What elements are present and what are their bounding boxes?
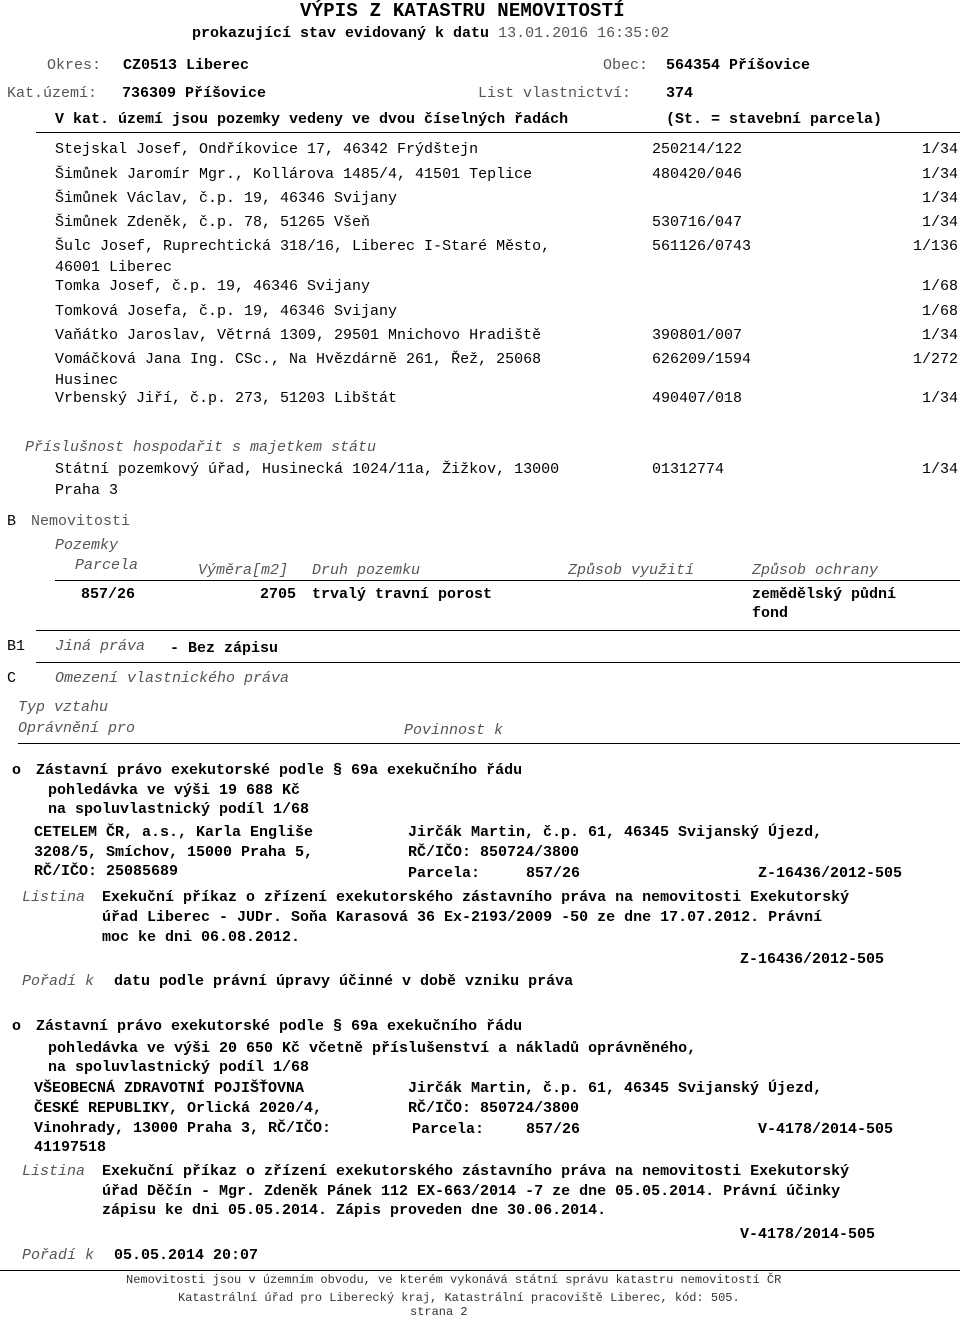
owner-share: 1/136 — [912, 238, 958, 255]
state-heading: Příslušnost hospodařit s majetkem státu — [25, 439, 377, 456]
section-b-letter: B — [7, 513, 17, 530]
owner-id: 390801/007 — [652, 327, 743, 344]
listina-label: Listina — [22, 889, 86, 906]
creditor-line: 3208/5, Smíchov, 15000 Praha 5, — [34, 844, 314, 861]
creditor-line: ČESKÉ REPUBLIKY, Orlická 2020/4, — [34, 1100, 323, 1117]
entry-ref: V-4178/2014-505 — [758, 1121, 894, 1138]
owner-share: 1/34 — [921, 141, 958, 158]
debtor-line: Jirčák Martin, č.p. 61, 46345 Svijanský Újezd, — [408, 1080, 823, 1097]
creditor-line: Vinohrady, 13000 Praha 3, RČ/IČO: — [34, 1120, 332, 1137]
creditor-line: CETELEM ČR, a.s., Karla Engliše — [34, 824, 314, 841]
owner-name-cont: 46001 Liberec — [55, 259, 173, 276]
row-parcela: 857/26 — [81, 586, 136, 603]
owner-share: 1/34 — [921, 327, 958, 344]
katuzemi-value: 736309 Příšovice — [122, 85, 267, 102]
owner-id: 480420/046 — [652, 166, 743, 183]
parcel-series-st-note: (St. = stavební parcela) — [666, 111, 883, 128]
owner-name: Šimůnek Zdeněk, č.p. 78, 51265 Všeň — [55, 214, 371, 231]
owner-share: 1/34 — [921, 390, 958, 407]
owner-share: 1/34 — [921, 214, 958, 231]
document-title: VÝPIS Z KATASTRU NEMOVITOSTÍ — [300, 0, 625, 22]
footer-divider — [0, 1270, 960, 1271]
owner-id: 561126/0743 — [652, 238, 752, 255]
debtor-line: Jirčák Martin, č.p. 61, 46345 Svijanský Újezd, — [408, 824, 823, 841]
poradi-value: 05.05.2014 20:07 — [114, 1247, 259, 1264]
entry-title: Zástavní právo exekutorské podle § 69a exekučního řádu — [36, 762, 523, 779]
page-number: strana 2 — [410, 1305, 468, 1319]
section-c-divider — [18, 743, 960, 744]
footer-line-1: Nemovitosti jsou v územním obvodu, ve kterém vykonává státní správu katastru nemovitostí ČR — [126, 1273, 782, 1287]
listina-ref: Z-16436/2012-505 — [740, 951, 885, 968]
listina-text: Exekuční příkaz o zřízení exekutorského zástavního práva na nemovitosti Exekutorský — [102, 1163, 850, 1180]
col-opravneni: Oprávnění pro — [18, 720, 136, 737]
parcela-label: Parcela: — [408, 865, 481, 882]
pozemky-divider — [55, 580, 960, 581]
entry-sub: na spoluvlastnický podíl 1/68 — [48, 1059, 310, 1076]
obec-value: 564354 Příšovice — [666, 57, 811, 74]
row-druh: trvalý travní porost — [312, 586, 493, 603]
entry-sub: pohledávka ve výši 20 650 Kč včetně příslušenství a nákladů oprávněného, — [48, 1040, 697, 1057]
list-label: List vlastnictví: — [478, 85, 632, 102]
bullet: o — [12, 762, 22, 779]
obec-label: Obec: — [603, 57, 649, 74]
col-vyuziti: Způsob využití — [568, 562, 695, 579]
col-povinnost: Povinnost k — [404, 722, 504, 739]
listina-text: zápisu ke dni 05.05.2014. Zápis proveden dne 30.06.2014. — [102, 1202, 607, 1219]
section-b-divider — [36, 630, 960, 631]
row-ochrana: zemědělský půdní — [752, 586, 897, 603]
section-b-title: Nemovitosti — [31, 513, 131, 530]
owner-name: Vaňátko Jaroslav, Větrná 1309, 29501 Mnichovo Hradiště — [55, 327, 542, 344]
owner-name: Stejskal Josef, Ondříkovice 17, 46342 Frýdštejn — [55, 141, 479, 158]
owner-name: Šimůnek Jaromír Mgr., Kollárova 1485/4, 41501 Teplice — [55, 166, 533, 183]
owner-name: Tomková Josefa, č.p. 19, 46346 Svijany — [55, 303, 398, 320]
section-b1-value: - Bez zápisu — [170, 640, 279, 657]
okres-value: CZ0513 Liberec — [123, 57, 250, 74]
poradi-value: datu podle právní úpravy účinné v době vzniku práva — [114, 973, 574, 990]
owner-share: 1/68 — [921, 303, 958, 320]
listina-label: Listina — [22, 1163, 86, 1180]
creditor-line: 41197518 — [34, 1139, 107, 1156]
debtor-line: RČ/IČO: 850724/3800 — [408, 1100, 580, 1117]
owner-id: 530716/047 — [652, 214, 743, 231]
owner-share: 1/272 — [912, 351, 958, 368]
owner-id: 250214/122 — [652, 141, 743, 158]
document-subtitle: prokazující stav evidovaný k datu 13.01.2016 16:35:02 — [192, 25, 670, 42]
state-share: 1/34 — [921, 461, 958, 478]
state-name: Státní pozemkový úřad, Husinecká 1024/11a, Žižkov, 13000 — [55, 461, 560, 478]
owner-name-cont: Husinec — [55, 372, 119, 389]
owner-name: Vrbenský Jiří, č.p. 273, 51203 Libštát — [55, 390, 398, 407]
owner-share: 1/34 — [921, 166, 958, 183]
bullet: o — [12, 1018, 22, 1035]
row-ochrana-cont: fond — [752, 605, 789, 622]
debtor-line: RČ/IČO: 850724/3800 — [408, 844, 580, 861]
owner-name: Šimůnek Václav, č.p. 19, 46346 Svijany — [55, 190, 398, 207]
col-ochrana: Způsob ochrany — [752, 562, 879, 579]
parcel-series-note: V kat. území jsou pozemky vedeny ve dvou číselných řadách — [55, 111, 569, 128]
section-c-letter: C — [7, 670, 17, 687]
owner-name: Šulc Josef, Ruprechtická 318/16, Liberec I-Staré Město, — [55, 238, 551, 255]
footer-line-2: Katastrální úřad pro Liberecký kraj, Katastrální pracoviště Liberec, kód: 505. — [178, 1291, 740, 1305]
creditor-line: VŠEOBECNÁ ZDRAVOTNÍ POJIŠŤOVNA — [34, 1080, 305, 1097]
poradi-label: Pořadí k — [22, 1247, 95, 1264]
section-c-title: Omezení vlastnického práva — [55, 670, 290, 687]
entry-sub: na spoluvlastnický podíl 1/68 — [48, 801, 310, 818]
poradi-label: Pořadí k — [22, 973, 95, 990]
listina-text: úřad Děčín - Mgr. Zdeněk Pánek 112 EX-663/2014 -7 ze dne 05.05.2014. Právní účinky — [102, 1183, 841, 1200]
list-value: 374 — [666, 85, 694, 102]
entry-sub: pohledávka ve výši 19 688 Kč — [48, 782, 301, 799]
col-vymera: Výměra[m2] — [198, 562, 289, 579]
parcela-value: 857/26 — [526, 1121, 581, 1138]
entry-ref: Z-16436/2012-505 — [758, 865, 903, 882]
listina-text: úřad Liberec - JUDr. Soňa Karasová 36 Ex-2193/2009 -50 ze dne 17.07.2012. Právní — [102, 909, 823, 926]
owner-id: 626209/1594 — [652, 351, 752, 368]
listina-text: moc ke dni 06.08.2012. — [102, 929, 301, 946]
listina-text: Exekuční příkaz o zřízení exekutorského zástavního práva na nemovitosti Exekutorský — [102, 889, 850, 906]
pozemky-heading: Pozemky — [55, 537, 119, 554]
col-parcela: Parcela — [75, 557, 139, 574]
section-b1-divider — [36, 662, 960, 663]
header-divider — [36, 132, 960, 133]
subtitle-date: 13.01.2016 16:35:02 — [498, 25, 670, 42]
katuzemi-label: Kat.území: — [7, 85, 98, 102]
state-name-cont: Praha 3 — [55, 482, 119, 499]
state-id: 01312774 — [652, 461, 725, 478]
listina-ref: V-4178/2014-505 — [740, 1226, 876, 1243]
row-vymera: 2705 — [260, 586, 297, 603]
owner-share: 1/68 — [921, 278, 958, 295]
col-typ-vztahu: Typ vztahu — [18, 699, 109, 716]
entry-title: Zástavní právo exekutorské podle § 69a exekučního řádu — [36, 1018, 523, 1035]
owner-share: 1/34 — [921, 190, 958, 207]
creditor-line: RČ/IČO: 25085689 — [34, 863, 179, 880]
owner-id: 490407/018 — [652, 390, 743, 407]
owner-name: Tomka Josef, č.p. 19, 46346 Svijany — [55, 278, 371, 295]
section-b1-letter: B1 — [7, 638, 26, 655]
parcela-label: Parcela: — [412, 1121, 485, 1138]
parcela-value: 857/26 — [526, 865, 581, 882]
section-b1-title: Jiná práva — [55, 638, 146, 655]
owner-name: Vomáčková Jana Ing. CSc., Na Hvězdárně 261, Řež, 25068 — [55, 351, 542, 368]
okres-label: Okres: — [47, 57, 102, 74]
col-druh: Druh pozemku — [312, 562, 421, 579]
